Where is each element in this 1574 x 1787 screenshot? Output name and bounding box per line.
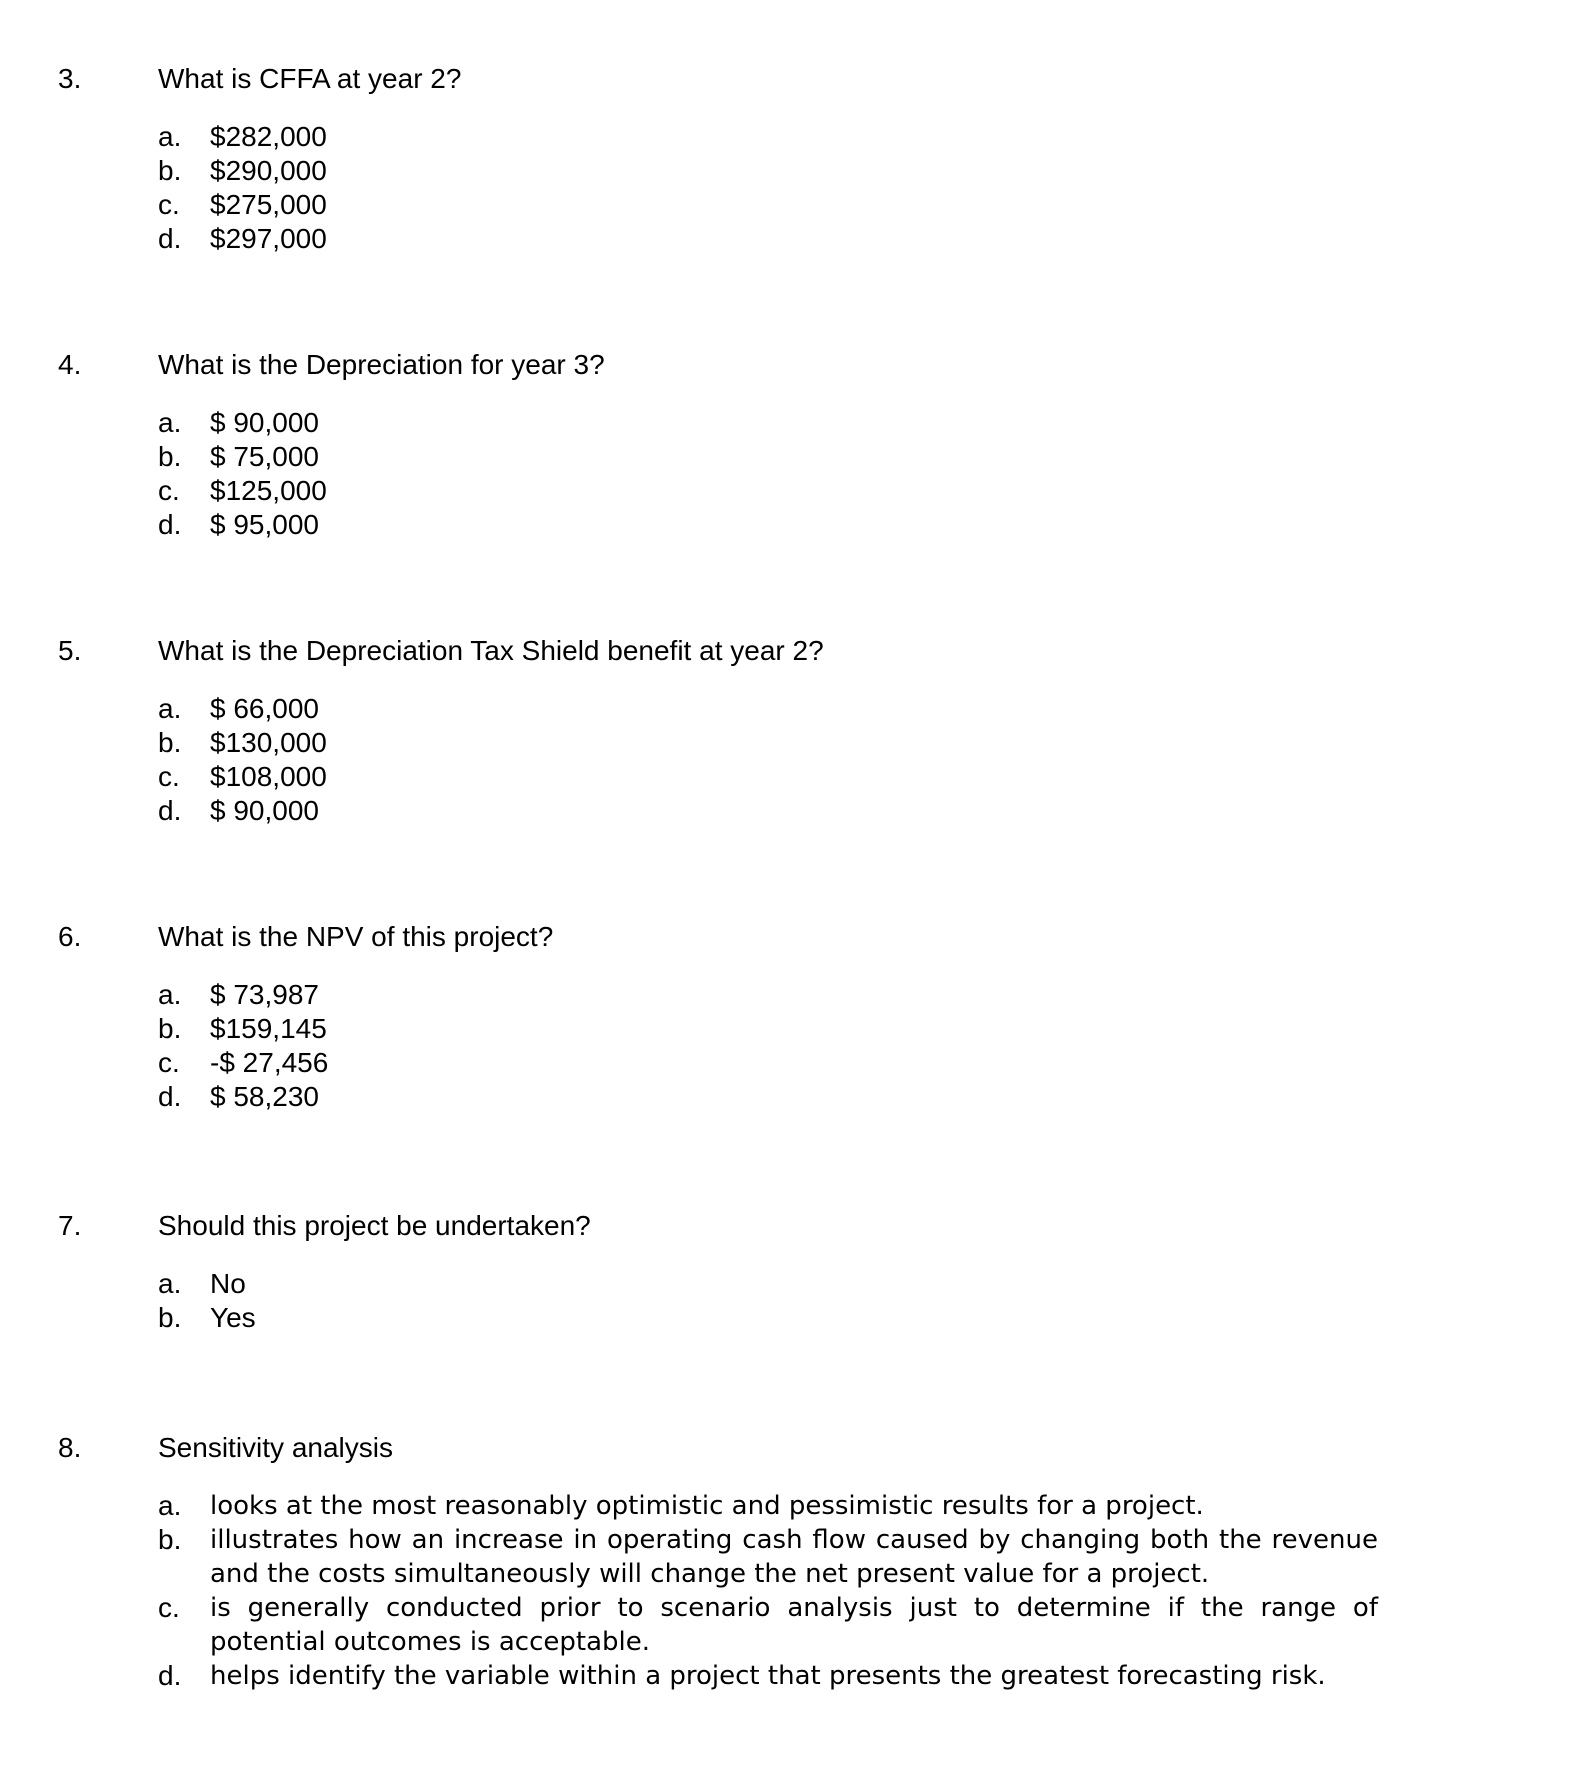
option-text: $108,000	[210, 761, 327, 792]
option-letter: d.	[158, 509, 182, 540]
answer-option-a[interactable]	[158, 1489, 1378, 1523]
answer-option-b[interactable]	[158, 726, 327, 760]
option-text: $ 73,987	[210, 979, 319, 1010]
answer-option-d[interactable]	[158, 794, 327, 828]
option-letter: b.	[158, 155, 182, 186]
option-letter: d.	[158, 795, 182, 826]
option-letter: c.	[158, 761, 180, 792]
answer-options	[158, 978, 328, 1114]
question-text: What is CFFA at year 2?	[158, 63, 462, 94]
answer-option-c[interactable]	[158, 1046, 328, 1080]
question-number: 6.	[58, 921, 82, 952]
answer-option-a[interactable]	[158, 692, 327, 726]
option-text: $ 90,000	[210, 795, 319, 826]
answer-option-a[interactable]	[158, 1267, 256, 1301]
option-letter: b.	[158, 1524, 182, 1555]
answer-options	[158, 1267, 256, 1335]
answer-option-c[interactable]	[158, 1591, 1378, 1659]
option-letter: c.	[158, 1047, 180, 1078]
option-text: $ 58,230	[210, 1081, 319, 1112]
answer-option-a[interactable]	[158, 978, 328, 1012]
answer-options	[158, 406, 327, 542]
answer-option-b[interactable]	[158, 1523, 1378, 1591]
question-number: 7.	[58, 1210, 82, 1241]
option-text: $ 95,000	[210, 509, 319, 540]
question-number: 3.	[58, 63, 82, 94]
option-text: $130,000	[210, 727, 327, 758]
option-text: $125,000	[210, 475, 327, 506]
option-letter: a.	[158, 121, 182, 152]
option-letter: a.	[158, 979, 182, 1010]
answer-option-b[interactable]	[158, 440, 327, 474]
option-letter: a.	[158, 693, 182, 724]
option-text: helps identify the variable within a project that presents the greatest forecasting risk.	[210, 1661, 1326, 1691]
question-text: What is the NPV of this project?	[158, 921, 554, 952]
answer-options	[158, 1489, 1378, 1693]
question-number: 4.	[58, 349, 82, 380]
option-text: $ 66,000	[210, 693, 319, 724]
option-text: $290,000	[210, 155, 327, 186]
answer-option-c[interactable]	[158, 760, 327, 794]
answer-options	[158, 120, 327, 256]
option-letter: c.	[158, 189, 180, 220]
option-letter: b.	[158, 727, 182, 758]
question-text: Should this project be undertaken?	[158, 1210, 591, 1241]
answer-option-c[interactable]	[158, 474, 327, 508]
answer-option-b[interactable]	[158, 1301, 256, 1335]
option-letter: a.	[158, 407, 182, 438]
question-text: What is the Depreciation for year 3?	[158, 349, 605, 380]
option-text: Yes	[210, 1302, 256, 1333]
option-letter: a.	[158, 1268, 182, 1299]
option-letter: c.	[158, 1592, 180, 1623]
option-text: $ 75,000	[210, 441, 319, 472]
answer-option-a[interactable]	[158, 406, 327, 440]
answer-option-d[interactable]	[158, 1659, 1378, 1693]
answer-options	[158, 692, 327, 828]
question-number: 8.	[58, 1432, 82, 1463]
answer-option-d[interactable]	[158, 1080, 328, 1114]
option-text: $159,145	[210, 1013, 327, 1044]
answer-option-d[interactable]	[158, 508, 327, 542]
option-text: -$ 27,456	[210, 1047, 329, 1078]
option-letter: c.	[158, 475, 180, 506]
option-letter: b.	[158, 1302, 182, 1333]
answer-option-b[interactable]	[158, 1012, 328, 1046]
option-text: $297,000	[210, 223, 327, 254]
option-letter: d.	[158, 1081, 182, 1112]
answer-option-c[interactable]	[158, 188, 327, 222]
option-text: is generally conducted prior to scenario analysis just to determine if the range of potential outcomes is acceptable.	[210, 1593, 1378, 1657]
option-text: illustrates how an increase in operating cash flow caused by changing both the revenue and the costs simultaneously will change the net present value for a project.	[210, 1525, 1378, 1589]
answer-option-a[interactable]	[158, 120, 327, 154]
question-number: 5.	[58, 635, 82, 666]
question-text: Sensitivity analysis	[158, 1432, 393, 1463]
question-text: What is the Depreciation Tax Shield benefit at year 2?	[158, 635, 824, 666]
option-letter: b.	[158, 441, 182, 472]
answer-option-d[interactable]	[158, 222, 327, 256]
option-text: $275,000	[210, 189, 327, 220]
option-text: $282,000	[210, 121, 327, 152]
option-text: $ 90,000	[210, 407, 319, 438]
option-text: looks at the most reasonably optimistic and pessimistic results for a project.	[210, 1491, 1204, 1521]
option-letter: a.	[158, 1490, 182, 1521]
option-letter: d.	[158, 223, 182, 254]
option-letter: d.	[158, 1660, 182, 1691]
option-letter: b.	[158, 1013, 182, 1044]
option-text: No	[210, 1268, 246, 1299]
answer-option-b[interactable]	[158, 154, 327, 188]
